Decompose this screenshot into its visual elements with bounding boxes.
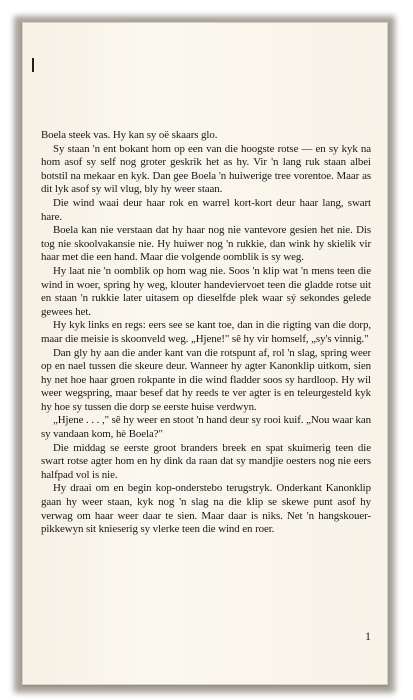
book-page — [22, 22, 388, 685]
paragraph-10: Hy draai om en begin kop-onderstebo terugstryk. Onderkant Kanonklip gaan hy weer staan, kyk nog 'n slag na die klip se skewe punt asof hy verwag om haar weer daar te sien. Maar daar is niks. Net 'n hangskouer-pikkewyn sit knieserig sy vlerke teen die wind en roer. — [41, 482, 371, 536]
page-number: 1 — [365, 629, 371, 643]
paragraph-8: „Hjene . . . ," sê hy weer en stoot 'n hand deur sy rooi kuif. „Nou waar kan sy vandaan kom, hè Boela?" — [41, 414, 371, 441]
paragraph-2: Sy staan 'n ent bokant hom op een van die hoogste rotse — en sy kyk na hom asof sy self nog groter geskrik het as hy. Vir 'n lang ruk staan albei botstil na mekaar en kyk. Dan gee Boela 'n huiwerige tree vorentoe. Maar as dit lyk asof sy wil vlug, bly hy weer staan. — [41, 142, 371, 196]
paragraph-9: Die middag se eerste groot branders breek en spat skuimerig teen die swart rotse agter hom en hy dink da raan dat sy mandjie oesters nog nie eers halfpad vol is nie. — [41, 441, 371, 481]
paragraph-3: Die wind waai deur haar rok en warrel kort-kort deur haar lang, swart hare. — [41, 196, 371, 223]
paragraph-4: Boela kan nie verstaan dat hy haar nog nie vantevore gesien het nie. Dis tog nie skoolvakansie nie. Hy huiwer nog 'n rukkie, dan wink hy skielik vir haar met die een hand. Maar die volgende oomblik is sy weg. — [41, 224, 371, 264]
paragraph-1: Boela steek vas. Hy kan sy oë skaars glo. — [41, 129, 218, 141]
paragraph-7: Dan gly hy aan die ander kant van die rotspunt af, rol 'n slag, spring weer op en nael tussen die skeure deur. Wanneer hy agter Kanonklip uitkom, sien hy net hoe haar groen rokpante in die wind fladder soos sy hardloop. Hy wil weer wegspring, maar besef dat hy reeds te ver agter is en teleurgesteld kyk hy hoe sy tussen die dorp se eerste huise verdwyn. — [41, 346, 371, 413]
paragraph-5: Hy laat nie 'n oomblik op hom wag nie. Soos 'n klip wat 'n mens teen die wind in woer, spring hy weg, klouter handeviervoet teen die gladde rotse uit en staan 'n rukkie later uitasem op dieselfde plek waar sý sekondes gelede gewees het. — [41, 264, 371, 318]
body-text — [41, 129, 371, 537]
left-margin-mark — [32, 58, 34, 72]
paragraph-6: Hy kyk links en regs: eers see se kant toe, dan in die rigting van die dorp, maar die meisie is skoonveld weg. „Hjene!" sê hy vir homself, „sy's vinnig." — [41, 319, 371, 345]
